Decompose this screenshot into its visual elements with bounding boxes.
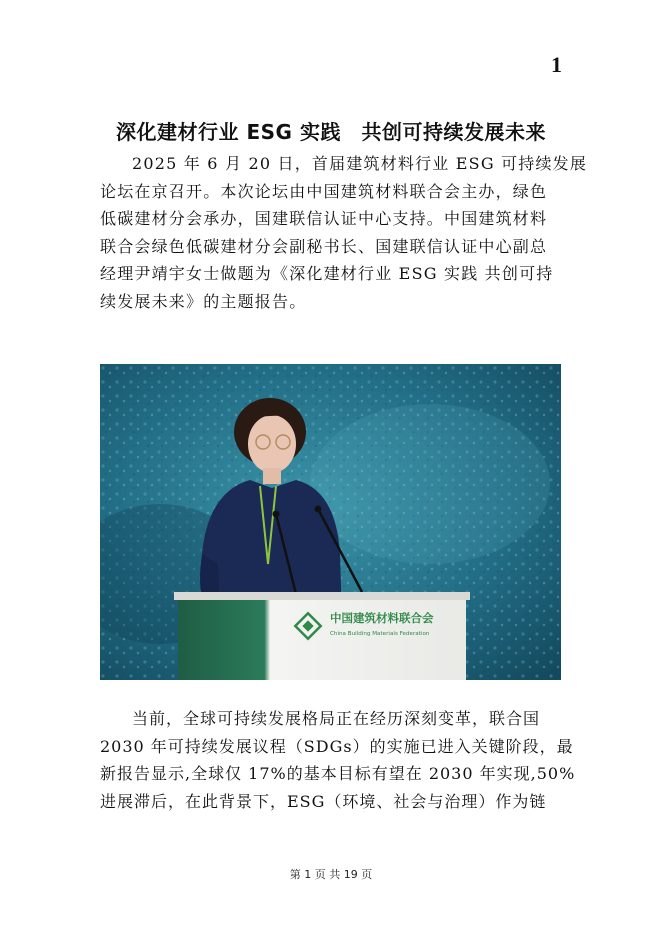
text-line: 当前，全球可持续发展格局正在经历深刻变革，联合国 bbox=[132, 709, 541, 728]
text-line: 续发展未来》的主题报告。 bbox=[100, 291, 307, 311]
article-title: 深化建材行业 ESG 实践 共创可持续发展未来 bbox=[116, 120, 546, 144]
text-line: 2030 年可持续发展议程（SDGs）的实施已进入关键阶段，最 bbox=[100, 736, 574, 756]
speaker-photo bbox=[100, 364, 561, 680]
text-line: 2025 年 6 月 20 日，首届建筑材料行业 ESG 可持续发展 bbox=[132, 154, 588, 173]
text-line: 联合会绿色低碳建材分会副秘书长、国建联信认证中心副总 bbox=[100, 236, 548, 256]
podium-logo-en: China Building Materials Federation bbox=[330, 631, 430, 637]
paragraph-intro bbox=[100, 150, 588, 315]
text-line: 进展滞后，在此背景下，ESG（环境、社会与治理）作为链 bbox=[100, 791, 547, 811]
text-line: 经理尹靖宇女士做题为《深化建材行业 ESG 实践 共创可持 bbox=[100, 264, 554, 283]
page-footer: 第 1 页 共 19 页 bbox=[289, 868, 373, 881]
paragraph-context bbox=[100, 705, 576, 815]
page-number: 1 bbox=[551, 52, 562, 77]
text-line: 新报告显示,全球仅 17%的基本目标有望在 2030 年实现,50% bbox=[100, 764, 576, 783]
text-line: 低碳建材分会承办，国建联信认证中心支持。中国建筑材料 bbox=[100, 209, 548, 228]
text-line: 论坛在京召开。本次论坛由中国建筑材料联合会主办，绿色 bbox=[100, 181, 548, 201]
podium-logo-cn: 中国建筑材料联合会 bbox=[330, 611, 434, 625]
